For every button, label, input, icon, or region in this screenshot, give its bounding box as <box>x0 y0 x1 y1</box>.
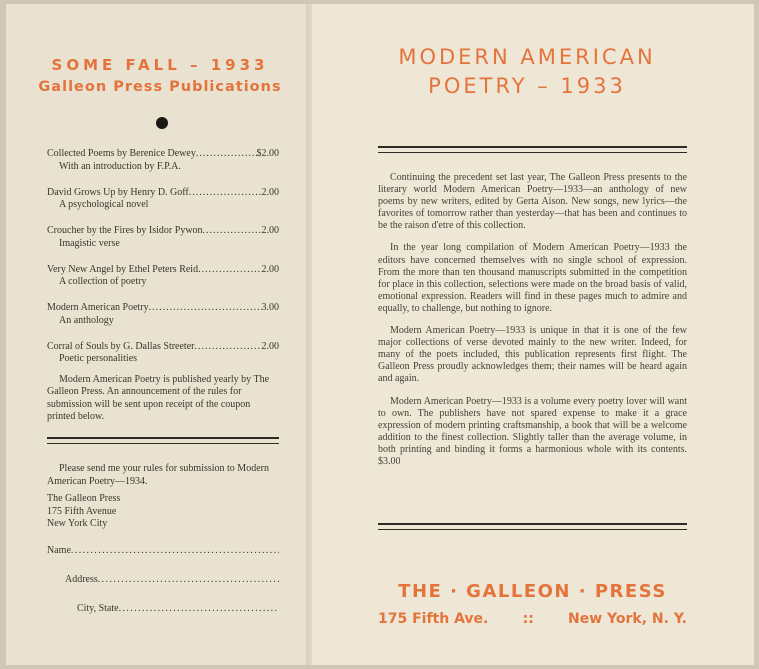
book-price: 2.00 <box>261 263 279 275</box>
book-description: A psychological novel <box>59 199 149 210</box>
book-price: $2.00 <box>256 148 279 159</box>
coupon-address-line: 175 Fifth Avenue <box>47 505 117 517</box>
book-title-line <box>47 187 279 200</box>
book-title: Collected Poems by Berenice Dewey <box>47 148 196 159</box>
publisher-name: THE · GALLEON · PRESS <box>398 581 667 602</box>
paragraph-2: In the year long compilation of Modern American Poetry—1933 the editors have concerned themselves with no single school of expression. From the more than ten thousand manuscripts submitted in the competition for place in this collection, selections were made on the broad basis of valid, emotional expression. Readers will find in these pages much to admire and equally, to challenge, but nothing to ignore. <box>378 242 687 314</box>
book-entry <box>47 148 279 173</box>
address-field[interactable] <box>65 574 279 585</box>
book-entry <box>47 187 279 212</box>
city-state-label: City, State <box>77 603 119 614</box>
book-list <box>47 148 279 379</box>
book-title: Modern American Poetry <box>47 302 149 313</box>
publisher-separator: :: <box>522 611 534 627</box>
book-description: Poetic personalities <box>59 353 138 364</box>
coupon-divider <box>47 437 279 444</box>
book-entry <box>47 225 279 250</box>
book-title-line <box>47 148 279 161</box>
top-divider <box>378 146 687 153</box>
book-title-line <box>47 341 279 354</box>
publisher-address <box>378 611 687 627</box>
book-description: Imagistic verse <box>59 237 120 249</box>
left-title-line1: SOME FALL – 1933 <box>51 56 269 74</box>
book-price: 2.00 <box>261 225 279 236</box>
dot-leader <box>149 302 262 315</box>
book-title: David Grows Up by Henry D. Goff <box>47 186 189 198</box>
right-title-line1: MODERN AMERICAN <box>398 45 656 69</box>
ornament-dot <box>156 117 168 129</box>
publication-note: Modern American Poetry is published yearly by The Galleon Press. An announcement of the rules for submission will be sent upon receipt of the coupon printed below. <box>47 374 270 422</box>
coupon <box>47 463 279 531</box>
book-title-line <box>47 302 279 315</box>
publisher-street: 175 Fifth Ave. <box>378 611 489 627</box>
city-state-blank[interactable] <box>119 603 279 614</box>
book-price: 3.00 <box>261 302 279 313</box>
right-title-line2: POETRY – 1933 <box>428 74 626 98</box>
book-description: An anthology <box>59 314 114 326</box>
name-label: Name <box>47 545 71 556</box>
book-title: Corral of Souls by G. Dallas Streeter <box>47 340 195 352</box>
name-field[interactable] <box>47 545 279 556</box>
dot-leader <box>198 264 261 277</box>
paragraph-3: Modern American Poetry—1933 is unique in that it is one of the few major collections of verse devoted mainly to the new writer. Indeed, for many of the poets included, this publication represents first flight. The Galleon Press proudly acknowledges them; their names will be heard again and again. <box>378 325 687 385</box>
book-description: A collection of poetry <box>59 276 147 287</box>
paragraph-1: Continuing the precedent set last year, The Galleon Press presents to the literary world Modern American Poetry—1933—an anthology of new poems by new writers, edited by Gerta Aison. New songs, new lyrics—the favorites of tomorrow rather than yesterday—that has been and continues to be the raison d'etre of this collection. <box>378 172 687 232</box>
book-price: 2.00 <box>261 186 279 198</box>
book-price: 2.00 <box>261 340 279 352</box>
body-text <box>378 172 687 478</box>
book-entry <box>47 264 279 289</box>
bottom-divider <box>378 523 687 530</box>
book-entry <box>47 341 279 366</box>
dot-leader <box>196 148 257 161</box>
publisher-city: New York, N. Y. <box>568 611 687 627</box>
dot-leader <box>194 341 261 354</box>
coupon-address-line: The Galleon Press <box>47 493 121 504</box>
dot-leader <box>189 187 262 200</box>
city-state-field[interactable] <box>77 603 279 614</box>
coupon-address-line: New York City <box>47 518 108 529</box>
name-blank[interactable] <box>71 545 279 556</box>
book-description: With an introduction by F.P.A. <box>59 160 181 172</box>
book-title: Very New Angel by Ethel Peters Reid <box>47 263 199 275</box>
book-title: Croucher by the Fires by Isidor Pywon <box>47 225 203 236</box>
address-label: Address <box>65 574 98 585</box>
paragraph-4: Modern American Poetry—1933 is a volume every poetry lover will want to own. The publishers have not spared expense to make it a grace expression of modern printing craftsmanship, a book that will be a welcome addition to the finest collection. Slightly taller than the average volume, in both printing and binding it forms a harmonious whole with its contents. $3.00 <box>378 395 687 467</box>
address-blank[interactable] <box>98 574 279 585</box>
dot-leader <box>203 225 262 238</box>
book-entry <box>47 302 279 327</box>
left-title-line2: Galleon Press Publications <box>38 79 282 95</box>
book-title-line <box>47 264 279 277</box>
coupon-request: Please send me your rules for submission to Modern American Poetry—1934. <box>47 463 269 487</box>
coupon-address <box>47 493 279 531</box>
book-title-line <box>47 225 279 238</box>
